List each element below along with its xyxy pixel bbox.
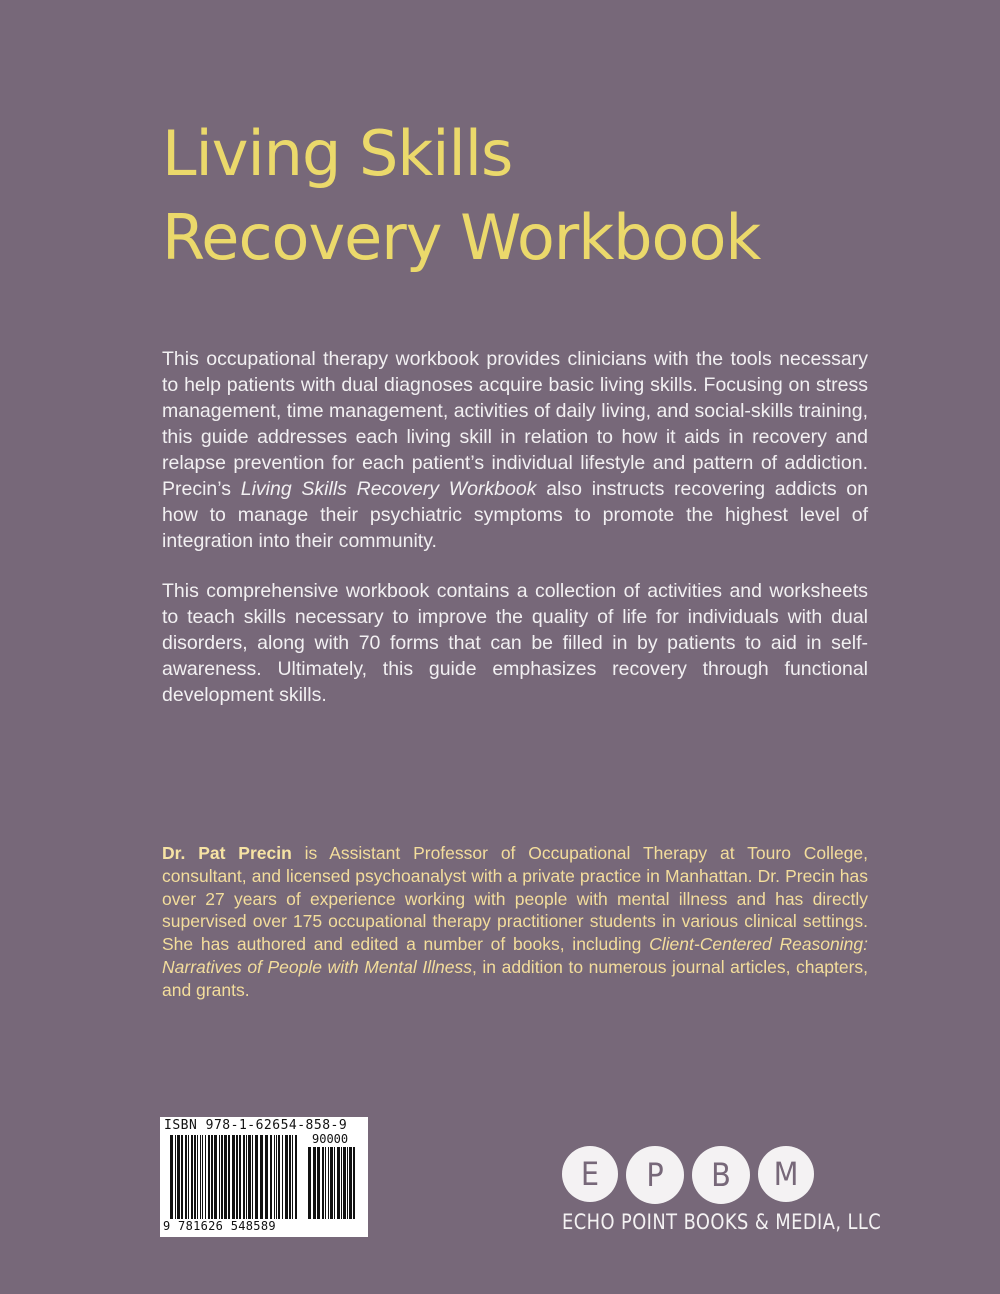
publisher-logo xyxy=(562,1146,882,1234)
book-title xyxy=(162,112,760,280)
author-bio xyxy=(162,842,868,1002)
book-title-line-1: Living Skills xyxy=(162,117,513,190)
logo-letter-m: M xyxy=(758,1146,814,1202)
description-book-title-italic: Living Skills Recovery Workbook xyxy=(240,478,537,500)
logo-letter-b: B xyxy=(692,1146,750,1204)
author-bio-text: , in addition to numerous journal articles, chapters, and grants. xyxy=(162,956,869,1000)
barcode-bars-icon xyxy=(170,1135,298,1219)
author-bio-paragraph xyxy=(162,842,868,1002)
description-text: This occupational therapy workbook provides clinicians with the tools necessary to help patients with dual diagnoses acquire basic living skills. Focusing on stress management, time management, activities of daily living, and social-skills training, this guide addresses each living skill in relation to how it aids in recovery and relapse prevention for each patient’s individual lifestyle and pattern of addiction. Precin’s xyxy=(162,348,868,500)
publisher-logo-circles xyxy=(562,1146,872,1204)
description-paragraph-2: This comprehensive workbook contains a collection of activities and worksheets to teach skills necessary to improve the quality of life for individuals with dual disorders, along with 70 forms that can be filled in by patients to aid in self-awareness. Ultimately, this guide emphasizes recovery through functional development skills. xyxy=(162,580,868,706)
isbn-label: ISBN 978-1-62654-858-9 xyxy=(164,1118,348,1133)
description-paragraph-1 xyxy=(162,346,868,554)
barcode-digits: 9 781626 548589 xyxy=(163,1219,276,1233)
barcode-addon-bars-icon xyxy=(308,1147,358,1219)
book-description xyxy=(162,346,868,732)
logo-letter-p: P xyxy=(626,1146,684,1204)
barcode-price-code: 90000 xyxy=(312,1132,349,1146)
author-book-title-italic: Client-Centered Reasoning: Narratives of People with Mental Illness xyxy=(162,934,868,977)
author-bio-text: is Assistant Professor of Occupational Therapy at Touro College, consultant, and licensed psychoanalyst with a private practice in Manhattan. Dr. Precin has over 27 years of experience working with people with mental illness and has directly supervised over 175 occupational therapy practitioner students in various clinical settings. She has authored and edited a number of books, including xyxy=(162,843,869,955)
author-name: Dr. Pat Precin xyxy=(162,843,292,863)
logo-letter-e: E xyxy=(562,1146,618,1202)
isbn-barcode xyxy=(160,1117,368,1237)
description-text: also instructs recovering addicts on how to manage their psychiatric symptoms to promote the highest level of integration into their community. xyxy=(162,478,869,552)
book-title-line-2: Recovery Workbook xyxy=(162,201,761,274)
publisher-name: ECHO POINT BOOKS & MEDIA, LLC xyxy=(562,1210,882,1234)
